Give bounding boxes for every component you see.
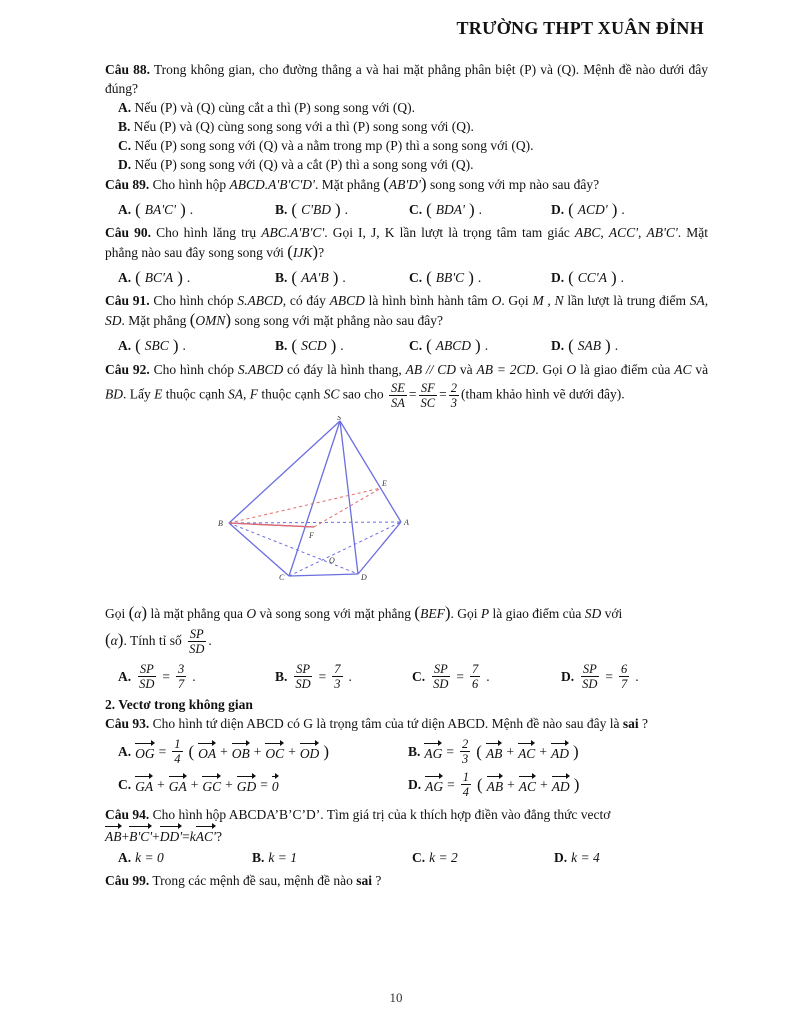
q94-option-d [554, 848, 600, 867]
q91-text-c: là hình bình hành tâm [368, 293, 488, 308]
q92-sc: SC [323, 386, 340, 402]
q92-part2: Gọi (α) là mặt phẳng qua O và song song với mặt phẳng (BEF). Gọi P là giao điểm của SD với (α). Tính tỉ số $\frac{SP}{SD}$ . [105, 603, 623, 657]
q90-a-text: BC'A [144, 270, 174, 285]
edge-be-hidden [229, 488, 381, 523]
q89-text-c: song song với mp nào sau đây? [429, 177, 600, 192]
q92-text-l: (tham khảo hình vẽ dưới đây). [460, 386, 625, 402]
question-92: Câu 92. Cho hình chóp S.ABCD có đáy là hình thang, AB // CD và AB = 2CD. Gọi O là giao điểm của AC và BD. Lấy E thuộc cạnh SA, F thuộc cạnh SC sao cho $\frac{SE}{SA}$ = $\frac{SF}{SC}$ = $\frac{2}{3}$ (tham khảo hình vẽ dưới đây). [105, 362, 709, 410]
question-94: Câu 94. Cho hình hộp ABCDA’B’C’D’. Tìm giá trị của k thích hợp điền vào đẳng thức vectơ AB+B'C'+DD'=kAC'? [105, 807, 611, 845]
page-content [105, 60, 708, 890]
q92-bef: BEF [420, 606, 445, 621]
question-93 [105, 714, 708, 733]
q92-ratio-se-sa: $\frac{SE}{SA}$ [390, 381, 405, 410]
label-f: F [309, 531, 314, 540]
q94-label: Câu 94. [105, 807, 150, 823]
label-s: S [337, 416, 341, 422]
q94-option-a [118, 848, 252, 867]
label-c: C [279, 573, 285, 581]
q89-a-text: BA'C' [144, 202, 177, 217]
q92-alpha: α [134, 606, 142, 621]
q94-d-key: D. [554, 850, 568, 866]
q92-sd: SD [584, 606, 602, 621]
q94-a-text: k = 0 [135, 850, 164, 866]
q90-obj: ABC.A'B'C' [261, 225, 325, 240]
q93-d-lhs: AG [425, 774, 443, 796]
q99-text: Trong các mệnh đề sau, mệnh đề nào [152, 873, 353, 889]
edge-ba-hidden [229, 522, 401, 523]
q99-label: Câu 99. [105, 873, 150, 889]
q93-options-ab [118, 737, 708, 766]
question-91: Câu 91. Cho hình chóp S.ABCD, có đáy ABCD là hình bình hành tâm O. Gọi M , N lần lượt là trung điểm SA, SD. Mặt phẳng (OMN) song song với mặt phẳng nào sau đây? [105, 293, 709, 329]
q89-d-key: D. [551, 202, 565, 217]
q92-option-d: D. $\frac{SP}{SD}$ = $\frac{6}{7}$ . [561, 662, 639, 692]
q99-tail: ? [375, 873, 382, 889]
q93-a-key: A. [118, 744, 132, 760]
q93-option-d: D. AG = $\frac{1}{4}$ ( AB + AC + AD ) [408, 770, 580, 800]
q90-b-text: AA'B [301, 270, 329, 285]
q92-text-c: và [459, 362, 473, 377]
q92-c-key: C. [412, 669, 426, 685]
q93-options-cd [118, 770, 708, 799]
q91-d-key: D. [551, 338, 565, 353]
q92-label: Câu 92. [105, 362, 150, 377]
question-88 [105, 60, 708, 98]
q92-p2-d: . Gọi [450, 606, 478, 621]
q92-text-f: và [695, 362, 709, 377]
q89-label: Câu 89. [105, 177, 150, 192]
q92-obj: S.ABCD [237, 362, 284, 377]
q93-a-lhs: OG [135, 741, 155, 763]
q93-b-key: B. [408, 744, 421, 760]
q93-emph: sai [622, 716, 639, 732]
q92-p: P [480, 606, 490, 621]
q92-e: E [154, 386, 163, 402]
q88-label: Câu 88. [105, 62, 151, 77]
q90-d-text: CC'A [577, 270, 607, 285]
q91-base: ABCD [329, 293, 365, 308]
edge-sa [340, 421, 401, 522]
q90-text-c: . Mặt phẳng nào sau đây song song với [105, 225, 708, 260]
q92-equation: AB = 2CD [476, 362, 536, 377]
q93-label: Câu 93. [105, 716, 150, 732]
question-99 [105, 871, 708, 890]
q91-points: M , N [532, 293, 564, 308]
q92-alpha-2: α [110, 633, 118, 648]
q89-b-key: B. [275, 202, 288, 217]
q93-option-a: A. OG = $\frac{1}{4}$ ( OA + OB + OC + OD ) [118, 737, 329, 767]
q92-p2-e: là giao điểm của [492, 606, 582, 621]
label-b: B [218, 519, 223, 528]
q90-text-b: . Gọi I, J, K lần lượt là trọng tâm tam giác [324, 225, 570, 240]
q89-c-key: C. [409, 202, 423, 217]
q88-b-key: B. [118, 119, 131, 134]
q88-option-a [118, 98, 708, 117]
q92-text-k: sao cho [342, 386, 384, 402]
q89-d-text: ACD' [577, 202, 608, 217]
page-number: 10 [389, 990, 403, 1005]
edge-bd-hidden [229, 523, 358, 574]
q91-options [118, 336, 708, 355]
q91-b-key: B. [275, 338, 288, 353]
q91-obj: S.ABCD [237, 293, 283, 308]
q92-option-c: C. $\frac{SP}{SD}$ = $\frac{7}{6}$ . [412, 662, 490, 692]
q92-ratio-two-thirds: $\frac{2}{3}$ [450, 381, 457, 410]
q93-c-rhs: 0 [272, 774, 279, 796]
label-d: D [361, 573, 367, 581]
q88-a-key: A. [118, 100, 132, 115]
q90-b-key: B. [275, 270, 288, 285]
q91-option-d: D. ( SAB ) . [551, 336, 619, 355]
q89-text-a: Cho hình hộp [152, 177, 227, 192]
q91-label: Câu 91. [105, 293, 150, 308]
q91-a-text: SBC [144, 338, 169, 353]
q90-text-d: ? [318, 245, 325, 260]
q91-text-f: . Mặt phẳng [121, 313, 187, 328]
q90-plane: IJK [292, 245, 313, 260]
q92-a-key: A. [118, 669, 132, 685]
q89-text-b: . Mặt phẳng [314, 177, 380, 192]
q88-d-text: Nếu (P) song song với (Q) và a cắt (P) thì a song song với (Q). [134, 157, 474, 172]
q94-option-c [412, 848, 554, 867]
edge-bf-red [229, 523, 314, 527]
q93-d-key: D. [408, 777, 422, 793]
q90-option-c: C. ( BB'C ) . [409, 268, 482, 287]
q94-c-key: C. [412, 850, 426, 866]
q92-p2-b: là mặt phẳng qua [150, 606, 244, 621]
q90-t1: ABC [574, 225, 601, 240]
q91-d-text: SAB [577, 338, 602, 353]
q92-text-a: Cho hình chóp [153, 362, 234, 377]
q89-obj: ABCD.A'B'C'D' [229, 177, 315, 192]
q91-text-d: . Gọi [501, 293, 529, 308]
q88-d-key: D. [118, 157, 132, 172]
q92-sa: SA [227, 386, 243, 402]
q91-option-b: B. ( SCD ) . [275, 336, 344, 355]
q89-b-text: C'BD [301, 202, 331, 217]
q92-bd: BD [105, 386, 123, 402]
q90-option-d: D. ( CC'A ) . [551, 268, 624, 287]
q92-option-a: A. $\frac{SP}{SD}$ = $\frac{3}{7}$ . [118, 662, 196, 692]
q90-options [118, 268, 708, 287]
school-header: TRƯỜNG THPT XUÂN ĐỈNH [456, 18, 704, 38]
q93-option-b: B. AG = $\frac{2}{3}$ ( AB + AC + AD ) [408, 737, 579, 767]
q89-option-a: A. ( BA'C' ) . [118, 200, 194, 219]
q92-p2-c: và song song với mặt phẳng [259, 606, 412, 621]
q93-tail: ? [641, 716, 648, 732]
q88-a-text: Nếu (P) và (Q) cùng cắt a thì (P) song song với (Q). [134, 100, 415, 115]
q94-c-text: k = 2 [429, 850, 458, 866]
pyramid-diagram [218, 416, 418, 581]
q90-option-b: B. ( AA'B ) . [275, 268, 346, 287]
q91-text-e: lần lượt là trung điểm [567, 293, 686, 308]
q94-text: Cho hình hộp ABCDA’B’C’D’. Tìm giá trị của k thích hợp điền vào đẳng thức vectơ [152, 807, 611, 823]
section-vectors-heading: 2. Vectơ trong không gian [105, 697, 253, 713]
q90-c-key: C. [409, 270, 423, 285]
q92-ac: AC [674, 362, 692, 377]
q89-option-b: B. ( C'BD ) . [275, 200, 348, 219]
q90-c-text: BB'C [435, 270, 465, 285]
q88-b-text: Nếu (P) và (Q) cùng song song với a thì (P) song song với (Q). [133, 119, 474, 134]
q89-c-text: BDA' [435, 202, 465, 217]
edge-ca-hidden [289, 522, 401, 576]
q92-o: O [566, 362, 577, 377]
q92-f: F [249, 386, 258, 402]
q88-option-b [118, 117, 708, 136]
q88-option-c [118, 136, 708, 155]
q92-text-h: thuộc cạnh [165, 386, 225, 402]
q91-plane: OMN [195, 313, 226, 328]
q92-p2-g: . Tính tỉ số [123, 633, 182, 648]
q93-c-key: C. [118, 777, 132, 793]
q93-text: Cho hình tứ diện ABCD có G là trọng tâm của tứ diện ABCD. Mệnh đề nào sau đây là [152, 716, 620, 732]
edge-fe-hidden [314, 488, 381, 527]
q94-d-text: k = 4 [571, 850, 600, 866]
q89-option-d: D. ( ACD' ) . [551, 200, 625, 219]
q92-text-d: . Gọi [535, 362, 563, 377]
label-o: O [329, 556, 335, 565]
q91-segments: SA, SD [105, 293, 709, 328]
q91-text-g: song song với mặt phẳng nào sau đây? [234, 313, 443, 328]
q92-text-g: . Lấy [123, 386, 151, 402]
q93-option-c: C. GA + GA + GC + GD = 0 [118, 770, 408, 799]
label-a: A [404, 518, 409, 527]
q90-d-key: D. [551, 270, 565, 285]
q92-options [118, 662, 708, 691]
q92-text-i: , [242, 386, 247, 402]
q93-b-lhs: AG [424, 741, 442, 763]
question-90: Câu 90. Cho hình lăng trụ ABC.A'B'C'. Gọi I, J, K lần lượt là trọng tâm tam giác ABC, ACC', AB'C'. Mặt phẳng nào sau đây song song với (IJK)? [105, 225, 708, 261]
question-89: Câu 89. Cho hình hộp ABCD.A'B'C'D'. Mặt phẳng (AB'D') song song với mp nào sau đây? [105, 174, 600, 193]
q91-center: O [491, 293, 502, 308]
q91-text-a: Cho hình chóp [153, 293, 234, 308]
q90-t2: ACC' [608, 225, 639, 240]
q91-option-a: A. ( SBC ) . [118, 336, 186, 355]
q91-text-b: , có đáy [282, 293, 326, 308]
q94-a-key: A. [118, 850, 132, 866]
q92-text-e: là giao điểm của [580, 362, 671, 377]
q88-text: Trong không gian, cho đường thẳng a và hai mặt phẳng phân biệt (P) và (Q). Mệnh đề nào dưới đây đúng? [105, 62, 708, 96]
q92-ratio-sf-sc: $\frac{SF}{SC}$ [420, 381, 436, 410]
q92-d-key: D. [561, 669, 575, 685]
q94-b-key: B. [252, 850, 265, 866]
q88-c-text: Nếu (P) song song với (Q) và a nằm trong mp (P) thì a song song với (Q). [134, 138, 534, 153]
q90-option-a: A. ( BC'A ) . [118, 268, 191, 287]
edge-bc [229, 523, 289, 576]
q88-c-key: C. [118, 138, 132, 153]
q92-b-key: B. [275, 669, 288, 685]
q90-a-key: A. [118, 270, 132, 285]
q99-emph: sai [356, 873, 372, 889]
q91-a-key: A. [118, 338, 132, 353]
q91-c-text: ABCD [435, 338, 472, 353]
q92-p2-o: O [246, 606, 257, 621]
pyramid-figure [218, 416, 708, 586]
q92-p2-f: với [604, 606, 623, 621]
edge-da [358, 522, 401, 574]
q88-option-d [118, 155, 708, 174]
q91-b-text: SCD [301, 338, 327, 353]
q92-ratio-sp-sd: $\frac{SP}{SD}$ [189, 627, 205, 657]
q91-option-c: C. ( ABCD ) . [409, 336, 489, 355]
q90-t3: AB'C' [646, 225, 678, 240]
edge-cd [289, 574, 358, 576]
q89-plane: AB'D' [388, 177, 421, 192]
q90-label: Câu 90. [105, 225, 151, 240]
q92-p2-a: Gọi [105, 606, 126, 621]
q92-text-j: thuộc cạnh [261, 386, 321, 402]
q94-b-text: k = 1 [268, 850, 297, 866]
q90-text-a: Cho hình lăng trụ [156, 225, 257, 240]
q92-parallel: AB // CD [405, 362, 457, 377]
q92-option-b: B. $\frac{SP}{SD}$ = $\frac{7}{3}$ . [275, 662, 352, 692]
q89-options [118, 200, 708, 219]
q92-text-b: có đáy là hình thang, [287, 362, 402, 377]
q89-option-c: C. ( BDA' ) . [409, 200, 482, 219]
q94-option-b [252, 848, 412, 867]
q89-a-key: A. [118, 202, 132, 217]
q94-options [118, 848, 708, 867]
q91-c-key: C. [409, 338, 423, 353]
label-e: E [382, 479, 387, 488]
edge-sd [340, 421, 358, 574]
